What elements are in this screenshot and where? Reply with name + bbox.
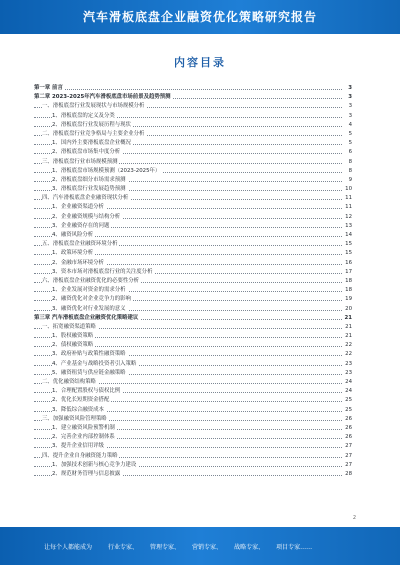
toc-entry-page: 8	[348, 158, 352, 167]
toc-entry-page: 22	[344, 341, 352, 350]
toc-entry-page: 21	[344, 332, 352, 341]
toc-entry-text: 四、汽车滑板底盘企业融资现状分析	[42, 194, 130, 203]
toc-entry-text: 2、滑板底盘行业发展历程与现状	[52, 121, 133, 130]
report-header-banner	[0, 0, 400, 34]
toc-entry[interactable]	[34, 222, 352, 231]
toc-entry[interactable]	[34, 268, 352, 277]
toc-entry[interactable]	[34, 378, 352, 387]
toc-entry-text: 一、拓宽融资渠道策略	[42, 323, 98, 332]
toc-entry[interactable]	[34, 213, 352, 222]
toc-entry[interactable]	[34, 295, 352, 304]
toc-entry-page: 3	[347, 84, 352, 93]
toc-entry-page: 12	[344, 213, 352, 222]
toc-entry[interactable]	[34, 396, 352, 405]
toc-entry[interactable]	[34, 240, 352, 249]
toc-entry[interactable]	[34, 130, 352, 139]
toc-entry[interactable]	[34, 424, 352, 433]
toc-entry-text: 5、融资租赁与供应链金融策略	[52, 369, 128, 378]
toc-entry-text: 2、滑板底盘细分市场需求预测	[52, 176, 128, 185]
footer-banner	[0, 527, 400, 565]
toc-entry[interactable]	[34, 277, 352, 286]
toc-entry-page: 23	[344, 360, 352, 369]
toc-entry[interactable]	[34, 323, 352, 332]
toc-entry-text: 1、合理配置股权与债权比例	[52, 387, 122, 396]
toc-entry-page: 10	[344, 185, 352, 194]
table-of-contents	[34, 84, 352, 479]
toc-entry[interactable]	[34, 231, 352, 240]
toc-entry-text: 3、滑板底盘行业发展趋势预测	[52, 185, 128, 194]
toc-entry-page: 5	[348, 130, 352, 139]
toc-entry-text: 第二章 2023-2025年汽车滑板底盘市场前景及趋势预测	[34, 93, 173, 102]
footer-tag: 管理专家、	[150, 543, 181, 551]
toc-entry[interactable]	[34, 360, 352, 369]
toc-entry-text: 1、国内外主要滑板底盘企业概况	[52, 139, 133, 148]
toc-entry-page: 27	[344, 452, 352, 461]
toc-entry-text: 2、融资优化对企业竞争力的影响	[52, 295, 133, 304]
toc-entry-text: 4、融资风险分析	[52, 231, 95, 240]
toc-entry-page: 22	[344, 350, 352, 359]
toc-entry-page: 20	[344, 305, 352, 314]
toc-entry-text: 四、提升企业自身融资能力策略	[42, 452, 119, 461]
toc-entry-text: 1、加强技术创新与核心竞争力建设	[52, 461, 138, 470]
toc-entry[interactable]	[34, 442, 352, 451]
toc-entry[interactable]	[34, 167, 352, 176]
toc-entry[interactable]	[34, 387, 352, 396]
toc-entry-text: 1、企业融资渠道分析	[52, 203, 106, 212]
toc-entry[interactable]	[34, 452, 352, 461]
toc-entry-text: 二、优化融资结构策略	[42, 378, 98, 387]
toc-entry-text: 2、债权融资策略	[52, 341, 95, 350]
toc-entry-page: 13	[344, 222, 352, 231]
toc-title: 内容目录	[174, 56, 226, 69]
toc-entry-text: 二、滑板底盘行业竞争格局与主要企业分析	[42, 130, 146, 139]
toc-entry-text: 1、滑板底盘市场规模预测（2023-2025年）	[52, 167, 162, 176]
toc-entry-page: 8	[348, 167, 352, 176]
page-number: 2	[352, 515, 356, 521]
toc-entry[interactable]	[34, 369, 352, 378]
toc-entry-page: 4	[348, 121, 352, 130]
toc-entry-text: 2、滑板底盘市场集中度分析	[52, 148, 122, 157]
toc-entry-page: 3	[348, 112, 352, 121]
toc-entry-page: 26	[344, 424, 352, 433]
toc-entry[interactable]	[34, 176, 352, 185]
toc-entry-text: 3、政府补贴与政策性融资策略	[52, 350, 128, 359]
toc-entry-page: 3	[348, 102, 352, 111]
toc-entry[interactable]	[34, 341, 352, 350]
toc-entry[interactable]	[34, 93, 352, 102]
toc-entry[interactable]	[34, 158, 352, 167]
toc-entry[interactable]	[34, 461, 352, 470]
toc-entry[interactable]	[34, 259, 352, 268]
toc-entry-page: 24	[344, 378, 352, 387]
toc-entry-text: 2、金融市场环境分析	[52, 259, 106, 268]
footer-tag: 营销专家、	[192, 543, 223, 551]
toc-entry-text: 1、建立融资风险预警机制	[52, 424, 117, 433]
toc-entry-text: 2、优化长短期资金搭配	[52, 396, 111, 405]
toc-entry-page: 19	[344, 295, 352, 304]
toc-entry[interactable]	[34, 332, 352, 341]
toc-entry[interactable]	[34, 102, 352, 111]
toc-entry-page: 26	[344, 415, 352, 424]
toc-entry-page: 21	[343, 314, 352, 323]
toc-entry-page: 21	[344, 323, 352, 332]
toc-entry-page: 18	[344, 277, 352, 286]
toc-entry[interactable]	[34, 203, 352, 212]
toc-entry-text: 三、滑板底盘行业市场规模预测	[42, 158, 119, 167]
toc-entry[interactable]	[34, 350, 352, 359]
footer-slogan: 让每个人都能成为	[44, 543, 93, 551]
toc-entry[interactable]	[34, 406, 352, 415]
toc-entry-page: 9	[348, 176, 352, 185]
toc-entry-page: 3	[347, 93, 352, 102]
report-title: 汽车滑板底盘企业融资优化策略研究报告	[82, 10, 317, 24]
toc-entry[interactable]	[34, 139, 352, 148]
toc-entry-page: 16	[344, 259, 352, 268]
toc-entry-page: 11	[344, 203, 352, 212]
toc-entry[interactable]	[34, 84, 352, 93]
toc-entry-text: 第一章 前言	[34, 84, 65, 93]
toc-entry[interactable]	[34, 415, 352, 424]
toc-entry[interactable]	[34, 305, 352, 314]
toc-entry-text: 第三章 汽车滑板底盘企业融资优化策略建议	[34, 314, 140, 323]
toc-entry[interactable]	[34, 470, 352, 479]
footer-tag: 行业专家、	[108, 543, 139, 551]
toc-entry-text: 3、降低综合融资成本	[52, 406, 106, 415]
toc-entry-page: 27	[344, 461, 352, 470]
toc-entry-page: 18	[344, 286, 352, 295]
toc-entry[interactable]	[34, 121, 352, 130]
toc-entry-text: 三、加强融资风险管理策略	[42, 415, 109, 424]
toc-entry[interactable]	[34, 286, 352, 295]
toc-entry-page: 25	[344, 396, 352, 405]
toc-entry[interactable]	[34, 185, 352, 194]
footer-tag: 战略专家、	[234, 543, 265, 551]
toc-entry-text: 3、企业融资存在的问题	[52, 222, 111, 231]
toc-entry-text: 六、滑板底盘企业融资优化的必要性分析	[42, 277, 141, 286]
toc-entry[interactable]	[34, 314, 352, 323]
toc-entry-page: 27	[344, 442, 352, 451]
toc-entry-page: 11	[344, 194, 352, 203]
toc-entry[interactable]	[34, 148, 352, 157]
toc-entry[interactable]	[34, 194, 352, 203]
toc-entry-text: 4、产业基金与战略投资者引入策略	[52, 360, 138, 369]
toc-entry-page: 25	[344, 406, 352, 415]
toc-entry-page: 17	[344, 268, 352, 277]
toc-entry-text: 2、完善企业内部控制体系	[52, 433, 117, 442]
footer-tag: 项目专家……	[276, 543, 313, 551]
toc-entry-page: 14	[344, 231, 352, 240]
toc-entry-text: 3、资本市场对滑板底盘行业的关注度分析	[52, 268, 154, 277]
toc-entry-text: 1、企业发展对资金的需求分析	[52, 286, 128, 295]
toc-entry-page: 23	[344, 369, 352, 378]
footer-tags	[108, 542, 312, 551]
toc-entry-page: 24	[344, 387, 352, 396]
toc-entry-text: 3、提升企业信用评级	[52, 442, 106, 451]
toc-entry-page: 15	[344, 240, 352, 249]
toc-entry[interactable]	[34, 249, 352, 258]
toc-entry-page: 26	[344, 433, 352, 442]
toc-entry-text: 一、滑板底盘行业发展现状与市场规模分析	[42, 102, 146, 111]
toc-leader-dots	[34, 89, 342, 90]
toc-entry-text: 1、滑板底盘的定义及分类	[52, 112, 117, 121]
toc-entry-text: 2、企业融资规模与结构分析	[52, 213, 122, 222]
toc-entry-text: 3、融资优化对行业发展的意义	[52, 305, 128, 314]
toc-entry-page: 15	[344, 249, 352, 258]
toc-entry-page: 28	[344, 470, 352, 479]
toc-entry-text: 1、政策环境分析	[52, 249, 95, 258]
toc-entry[interactable]	[34, 112, 352, 121]
toc-entry-text: 五、滑板底盘企业融资环境分析	[42, 240, 119, 249]
toc-entry-page: 5	[348, 139, 352, 148]
toc-entry[interactable]	[34, 433, 352, 442]
toc-entry-text: 1、股权融资策略	[52, 332, 95, 341]
toc-entry-text: 2、规范财务管理与信息披露	[52, 470, 122, 479]
toc-entry-page: 6	[348, 148, 352, 157]
